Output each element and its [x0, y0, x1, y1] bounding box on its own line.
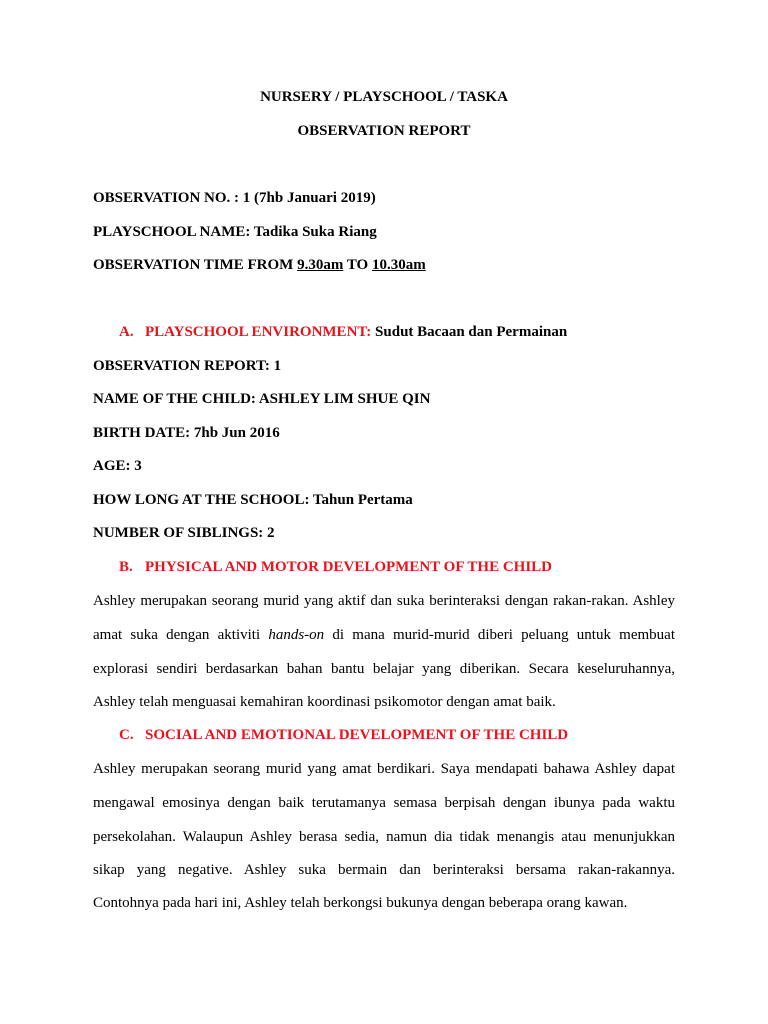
- section-c-line-5: Contohnya pada hari ini, Ashley telah berkongsi bukunya dengan beberapa orang kawan.: [93, 895, 628, 911]
- observation-number: OBSERVATION NO. : 1 (7hb Januari 2019): [93, 190, 376, 206]
- section-b-letter: B.: [119, 559, 133, 575]
- section-b-line-3: explorasi sendiri berdasarkan bahan bantu belajar yang diberikan. Secara keseluruhannya,: [93, 661, 675, 677]
- section-c-line-2: mengawal emosinya dengan baik terutamanya semasa berpisah dengan ibunya pada waktu: [93, 795, 675, 811]
- section-b-line-2-emphasis: hands-on: [268, 627, 325, 643]
- playschool-name: PLAYSCHOOL NAME: Tadika Suka Riang: [93, 224, 377, 240]
- child-age: AGE: 3: [93, 458, 142, 474]
- section-c-heading: [119, 725, 568, 745]
- section-c-line-1: Ashley merupakan seorang murid yang amat berdikari. Saya mendapati bahawa Ashley dapat: [93, 761, 675, 777]
- section-b-line-2-post: di mana murid-murid diberi peluang untuk membuat: [324, 627, 675, 643]
- section-c-letter: C.: [119, 727, 134, 743]
- section-c-line-4: sikap yang negative. Ashley suka bermain dan berinteraksi bersama rakan-rakannya.: [93, 862, 675, 878]
- observation-time-mid: TO: [343, 257, 372, 273]
- document-title: NURSERY / PLAYSCHOOL / TASKA: [260, 89, 508, 105]
- section-a-title: PLAYSCHOOL ENVIRONMENT:: [145, 324, 372, 340]
- child-birth-date: BIRTH DATE: 7hb Jun 2016: [93, 425, 280, 441]
- time-at-school: HOW LONG AT THE SCHOOL: Tahun Pertama: [93, 492, 413, 508]
- child-name: NAME OF THE CHILD: ASHLEY LIM SHUE QIN: [93, 391, 431, 407]
- section-b-line-1: Ashley merupakan seorang murid yang aktif dan suka berinteraksi dengan rakan-rakan. Ashley: [93, 593, 675, 609]
- observation-time-prefix: OBSERVATION TIME FROM: [93, 257, 298, 273]
- section-a-value: Sudut Bacaan dan Permainan: [371, 324, 568, 340]
- observation-time: [93, 255, 426, 275]
- number-of-siblings: NUMBER OF SIBLINGS: 2: [93, 525, 275, 541]
- section-b-heading: [119, 557, 552, 577]
- section-b-title: PHYSICAL AND MOTOR DEVELOPMENT OF THE CHILD: [145, 559, 553, 575]
- observation-time-from: 9.30am: [297, 257, 344, 273]
- section-a-letter: A.: [119, 324, 134, 340]
- observation-time-to: 10.30am: [371, 257, 426, 273]
- section-b-line-2-pre: amat suka dengan aktiviti: [93, 627, 269, 643]
- section-c-title: SOCIAL AND EMOTIONAL DEVELOPMENT OF THE CHILD: [145, 727, 569, 743]
- section-b-line-4: Ashley telah menguasai kemahiran koordinasi psikomotor dengan amat baik.: [93, 694, 556, 710]
- section-a-heading: [119, 322, 567, 342]
- observation-report-number: OBSERVATION REPORT: 1: [93, 358, 282, 374]
- section-b-line-2: [93, 625, 675, 645]
- section-c-line-3: persekolahan. Walaupun Ashley berasa sedia, namun dia tidak menangis atau menunjukkan: [93, 829, 675, 845]
- document-subtitle: OBSERVATION REPORT: [297, 123, 471, 139]
